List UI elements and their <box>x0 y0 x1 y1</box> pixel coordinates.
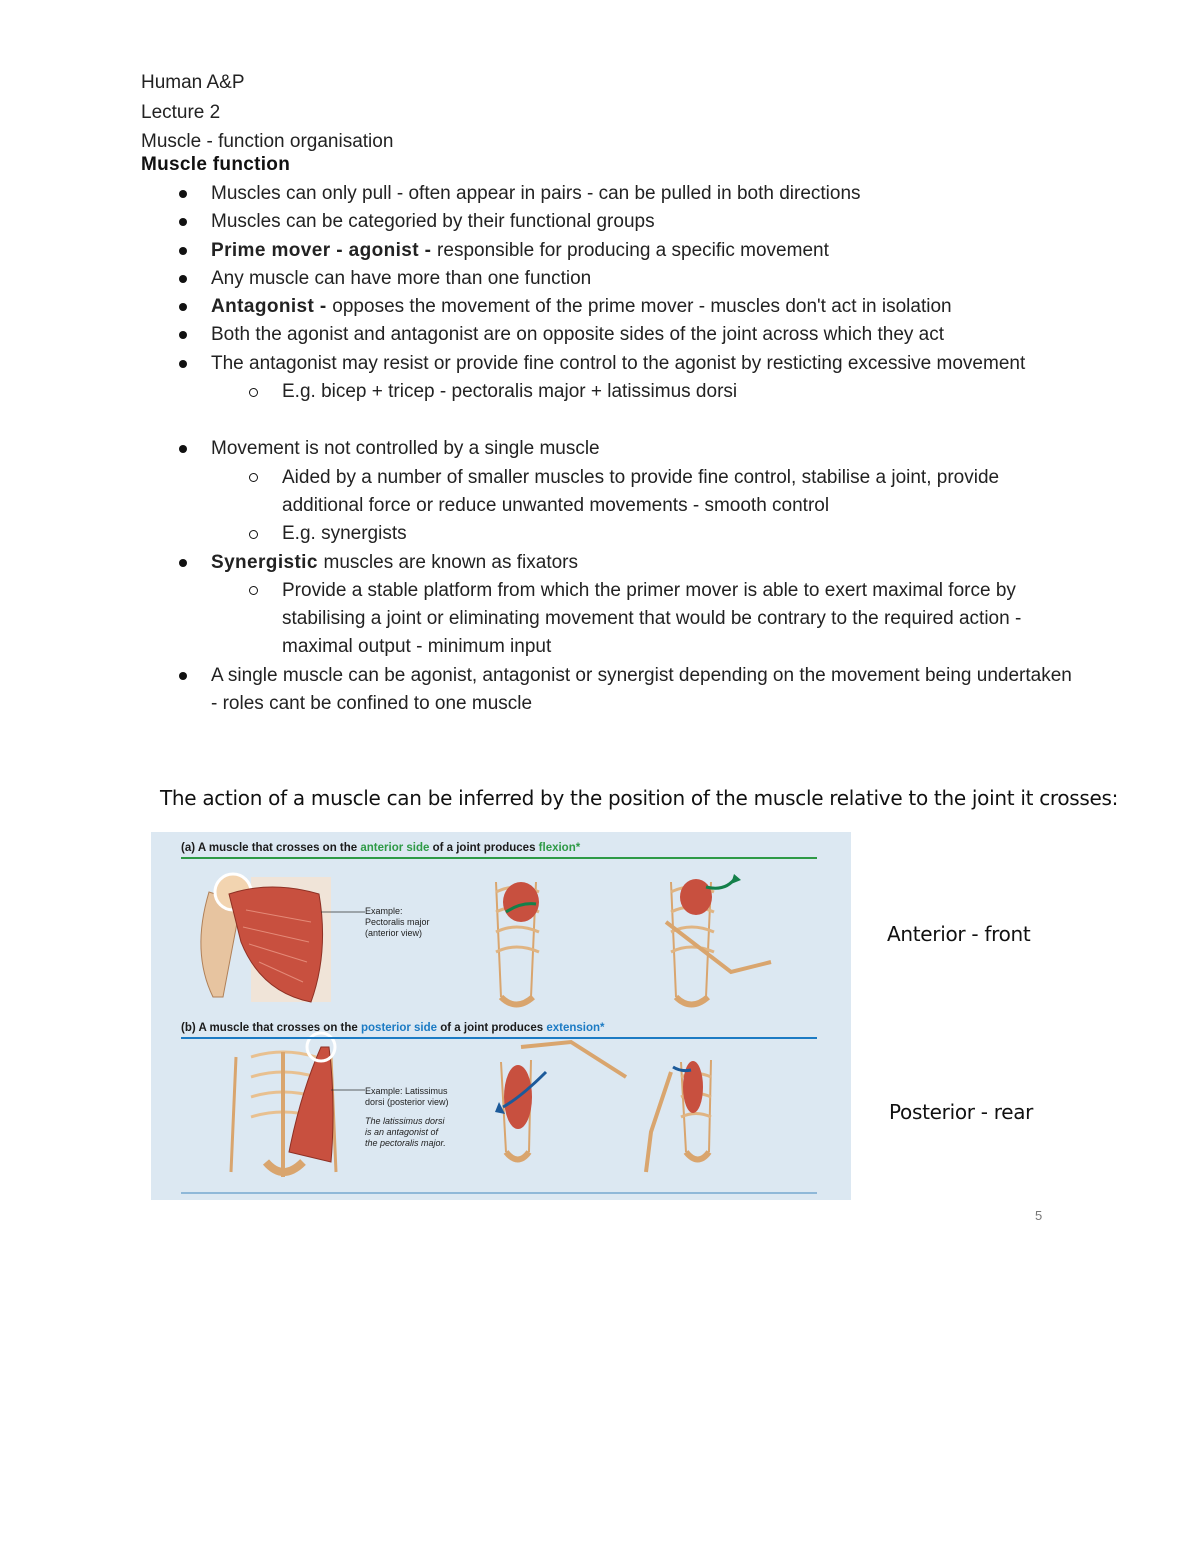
bullet-ring-icon <box>249 464 258 492</box>
bullet-text: Provide a stable platform from which the primer mover is able to exert maximal force by stabilising a joint or eliminating movement that would be contrary to the required action - maximal output - minimum input <box>282 579 1022 658</box>
bullet-text: Muscles can only pull - often appear in pairs - can be pulled in both directions <box>211 183 861 204</box>
bullet-text: E.g. synergists <box>282 523 407 545</box>
bullet-bold-term: Antagonist - <box>211 296 333 318</box>
sub-bullet-item <box>141 464 1081 521</box>
latissimus-illustration <box>231 1033 365 1177</box>
bullet-dot-icon <box>179 350 187 378</box>
bullet-text: muscles are known as fixators <box>323 551 579 573</box>
bullet-dot-icon <box>179 662 187 690</box>
bullet-item <box>141 662 1081 719</box>
bullet-text: Aided by a number of smaller muscles to provide fine control, stabilise a joint, provide additional force or reduce unwanted movements - smooth control <box>282 466 1000 516</box>
bullet-text: E.g. bicep + tricep - pectoralis major + latissimus dorsi <box>282 381 738 403</box>
muscle-action-figure <box>151 832 851 1200</box>
bullet-text: The antagonist may resist or provide fine control to the agonist by resticting excessive movement <box>211 352 1026 374</box>
bullet-item <box>141 435 1081 463</box>
bullet-dot-icon <box>179 435 187 463</box>
bullet-text: Any muscle can have more than one function <box>211 267 592 289</box>
panel-b-rule <box>181 1037 817 1039</box>
pectoralis-illustration <box>201 874 365 1002</box>
bullet-dot-icon <box>179 293 187 321</box>
bullet-item <box>141 549 1081 577</box>
bullet-item <box>141 180 1081 208</box>
sub-bullet-item <box>141 378 1081 406</box>
bullet-dot-icon <box>179 237 187 265</box>
bullet-item <box>141 237 1081 265</box>
panel-b-title: (b) A muscle that crosses on the posterior side of a joint produces extension* <box>181 1022 605 1034</box>
bullet-text: opposes the movement of the prime mover - muscles don't act in isolation <box>332 296 952 318</box>
bullet-text: Movement is not controlled by a single muscle <box>211 438 600 460</box>
flexion-figure-1 <box>496 882 539 1005</box>
bullet-dot-icon <box>179 208 187 236</box>
figure-caption: The action of a muscle can be inferred by the position of the muscle relative to the joint it crosses: <box>160 786 1119 810</box>
bullet-ring-icon <box>249 577 258 605</box>
bullet-item <box>141 321 1081 349</box>
bullet-bold-term: Synergistic <box>211 551 324 573</box>
bullet-text: A single muscle can be agonist, antagonist or synergist depending on the movement being undertaken - roles cant be confined to one muscle <box>211 664 1072 715</box>
bullet-item <box>141 293 1081 321</box>
page-number: 5 <box>1035 1208 1043 1223</box>
bullet-ring-icon <box>249 520 258 548</box>
bullet-ring-icon <box>249 378 258 406</box>
list-spacer <box>141 406 1081 435</box>
latissimus-antagonist-note: The latissimus dorsi is an antagonist of the pectoralis major. <box>365 1116 446 1148</box>
bullet-dot-icon <box>179 549 187 577</box>
bullet-text: responsible for producing a specific movement <box>437 239 829 261</box>
bullet-text: Both the agonist and antagonist are on opposite sides of the joint across which they act <box>211 324 945 346</box>
lecture-number: Lecture 2 <box>141 102 221 123</box>
sub-bullet-item <box>141 520 1081 548</box>
figure-illustrations <box>151 832 851 1200</box>
sub-bullet-item <box>141 577 1081 662</box>
bullet-item <box>141 208 1081 236</box>
anterior-label: Anterior - front <box>887 922 1031 946</box>
figure-bottom-rule <box>181 1192 817 1194</box>
bullet-item <box>141 265 1081 293</box>
bullet-dot-icon <box>179 265 187 293</box>
bullet-dot-icon <box>179 321 187 349</box>
bullet-bold-term: Prime mover - agonist - <box>211 239 438 261</box>
section-title: Muscle function <box>141 154 291 175</box>
latissimus-example-label: Example: Latissimus dorsi (posterior view) <box>365 1086 449 1107</box>
extension-figure-2 <box>646 1060 711 1172</box>
extension-figure-1 <box>495 1042 626 1160</box>
notes-list <box>141 180 1081 718</box>
bullet-text: Muscles can be categoried by their functional groups <box>211 211 655 233</box>
flexion-figure-2 <box>666 874 771 1005</box>
bullet-item <box>141 350 1081 378</box>
panel-a-title: (a) A muscle that crosses on the anterior side of a joint produces flexion* <box>181 842 581 854</box>
course-title: Human A&P <box>141 72 245 93</box>
pectoralis-example-label: Example: Pectoralis major (anterior view) <box>365 906 430 938</box>
bullet-dot-icon <box>179 180 187 208</box>
posterior-label: Posterior - rear <box>889 1100 1034 1124</box>
lecture-topic: Muscle - function organisation <box>141 131 394 152</box>
